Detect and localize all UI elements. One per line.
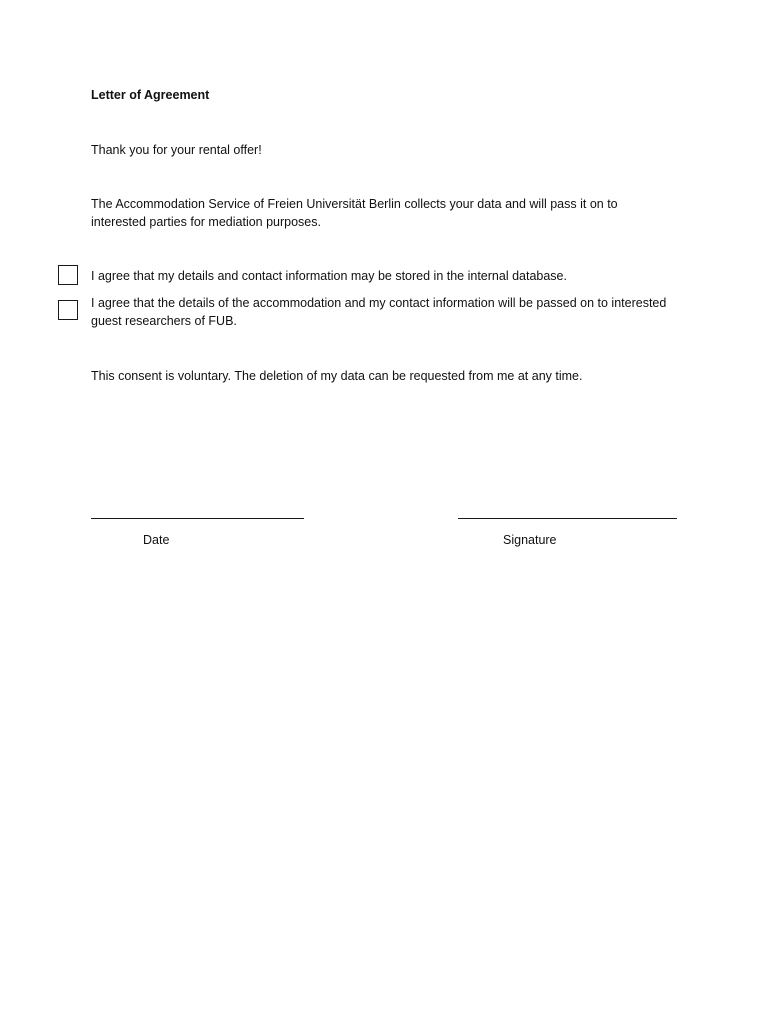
voluntary-note: This consent is voluntary. The deletion of my data can be requested from me at any time. (91, 369, 583, 383)
consent-storage-label: I agree that my details and contact information may be stored in the internal database. (91, 269, 567, 283)
consent-sharing-label: I agree that the details of the accommodation and my contact information will be passed on to interested guest researchers of FUB. (91, 296, 667, 328)
date-label: Date (143, 533, 170, 547)
consent-sharing-checkbox[interactable] (58, 300, 78, 320)
signature-label: Signature (503, 533, 557, 547)
thanks-text: Thank you for your rental offer! (91, 143, 262, 157)
document-title: Letter of Agreement (91, 88, 210, 102)
consent-storage-checkbox[interactable] (58, 265, 78, 285)
signature-field-line[interactable] (458, 518, 677, 519)
date-field-line[interactable] (91, 518, 304, 519)
intro-paragraph: The Accommodation Service of Freien Universität Berlin collects your data and will pass it on to interested parties for mediation purposes. (91, 197, 618, 229)
